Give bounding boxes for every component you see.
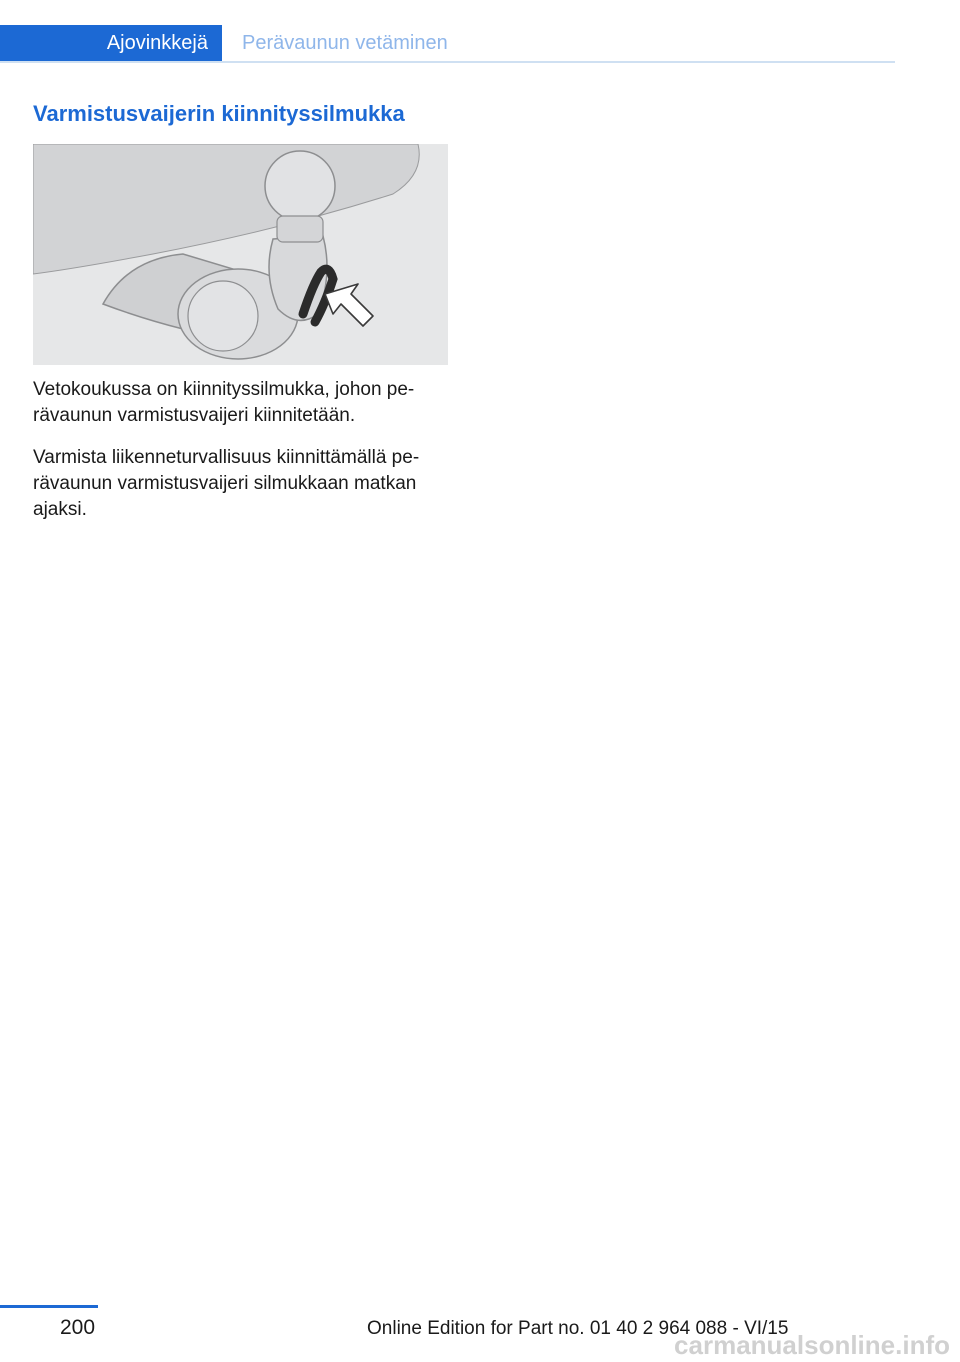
section-title: Varmistusvaijerin kiinnityssilmukka (33, 101, 405, 126)
paragraph-eyelet-info: Vetokoukussa on kiinnityssilmukka, johon pe‐rävaunun varmistusvaijeri kiinnitetään. (33, 379, 415, 426)
watermark: carmanualsonline.info (674, 1330, 950, 1360)
chapter-tab[interactable]: Ajovinkkejä (0, 25, 222, 61)
edition-label: Online Edition for Part no. 01 40 2 964 088 - VI/15 (367, 1318, 789, 1339)
page-header (0, 25, 895, 63)
tow-hitch-drawing (33, 144, 448, 365)
page-number: 200 (60, 1316, 96, 1339)
section-tab[interactable]: Perävaunun vetäminen (242, 32, 448, 54)
tow-hitch-illustration (33, 144, 448, 365)
footer-divider (0, 1305, 98, 1308)
paragraph-safety-instruction: Varmista liikenneturvallisuus kiinnittämällä pe‐rävaunun varmistusvaijeri silmukkaan matkan ajaksi. (33, 447, 420, 520)
